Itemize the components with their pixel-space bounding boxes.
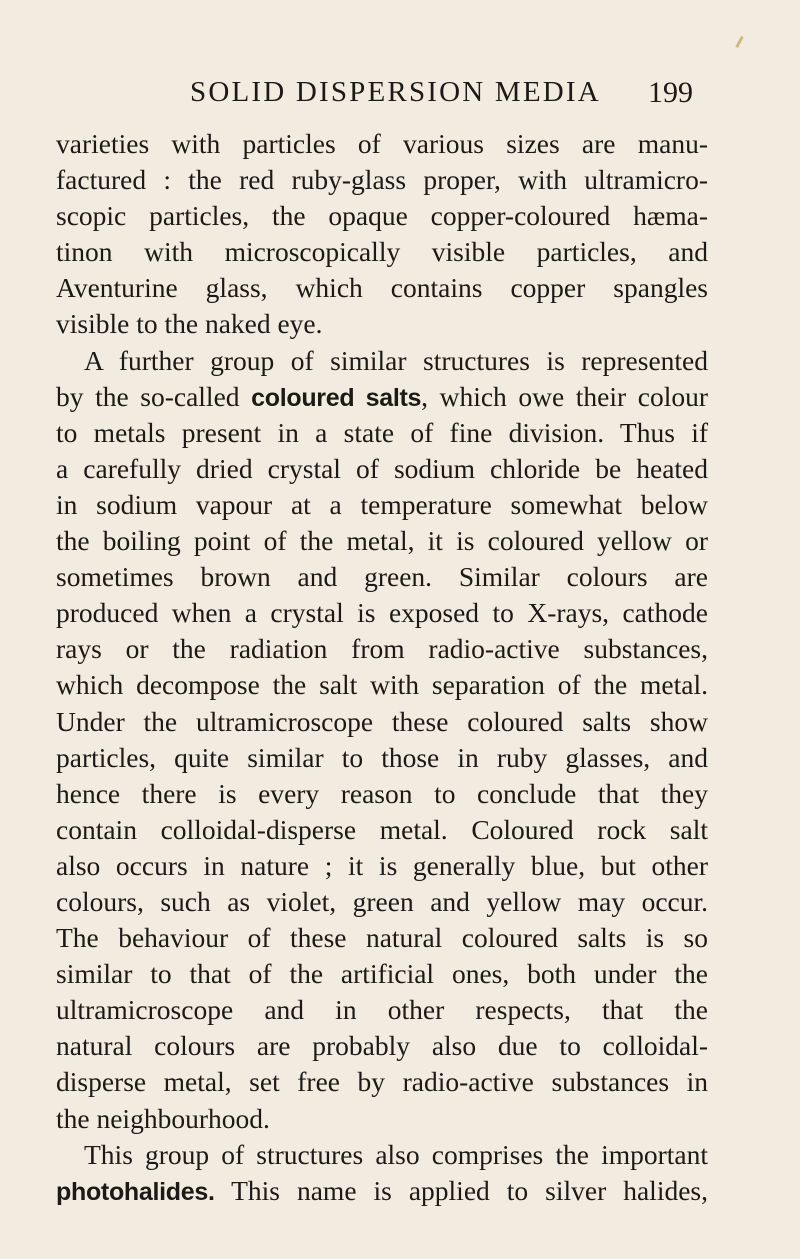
text-line: A further group of similar structures is represented [84,344,708,376]
text-line: factured : the red ruby-glass proper, with ultramicro- [56,164,708,196]
text-line: ultramicroscope and in other respects, that the [56,994,708,1026]
text-line: the boiling point of the metal, it is coloured yellow or [56,525,708,557]
text-line: colours, such as violet, green and yellow may occur. [56,885,708,917]
text-fragment: This name is applied to silver halides, [214,1174,708,1206]
text-line: visible to the naked eye. [56,308,323,340]
page-number: 199 [648,76,693,109]
text-line: sometimes brown and green. Similar colours are [56,561,708,593]
text-line: The behaviour of these natural coloured salts is so [56,922,708,954]
text-line: Aventurine glass, which contains copper spangles [56,272,708,304]
text-line: disperse metal, set free by radio-active substances in [56,1066,708,1098]
text-line: similar to that of the artificial ones, both under the [56,958,708,990]
bold-term-photohalides: photohalides. [56,1177,215,1206]
bold-term-coloured-salts: coloured salts [251,383,422,412]
text-line: This group of structures also comprises the important [84,1138,708,1170]
text-line: which decompose the salt with separation of the metal. [56,669,708,701]
body-text [56,126,708,1209]
text-line: to metals present in a state of fine division. Thus if [56,416,708,448]
text-line: produced when a crystal is exposed to X-rays, cathode [56,597,708,629]
text-line: the neighbourhood. [56,1102,270,1134]
text-line: particles, quite similar to those in ruby glasses, and [56,741,708,773]
text-line: varieties with particles of various sizes are manu- [56,128,708,159]
text-line: scopic particles, the opaque copper-coloured hæma- [56,200,708,232]
ink-mark [735,36,743,48]
text-line: in sodium vapour at a temperature somewhat below [56,488,708,520]
text-line: contain colloidal-disperse metal. Coloured rock salt [56,813,708,845]
page-header [0,76,800,116]
text-line-with-term [56,379,708,415]
running-head: SOLID DISPERSION MEDIA [190,76,601,108]
text-line: tinon with microscopically visible particles, and [56,236,708,268]
text-fragment: by the so-called [56,380,240,412]
text-line: also occurs in nature ; it is generally blue, but other [56,849,708,881]
text-line: rays or the radiation from radio-active substances, [56,633,708,665]
text-line: Under the ultramicroscope these coloured salts show [56,705,708,737]
text-line: hence there is every reason to conclude that they [56,777,708,809]
text-line-with-term [56,1173,708,1209]
text-line: natural colours are probably also due to colloidal- [56,1030,708,1062]
text-line: a carefully dried crystal of sodium chloride be heated [56,452,708,484]
text-fragment: , which owe their colour [421,380,709,412]
